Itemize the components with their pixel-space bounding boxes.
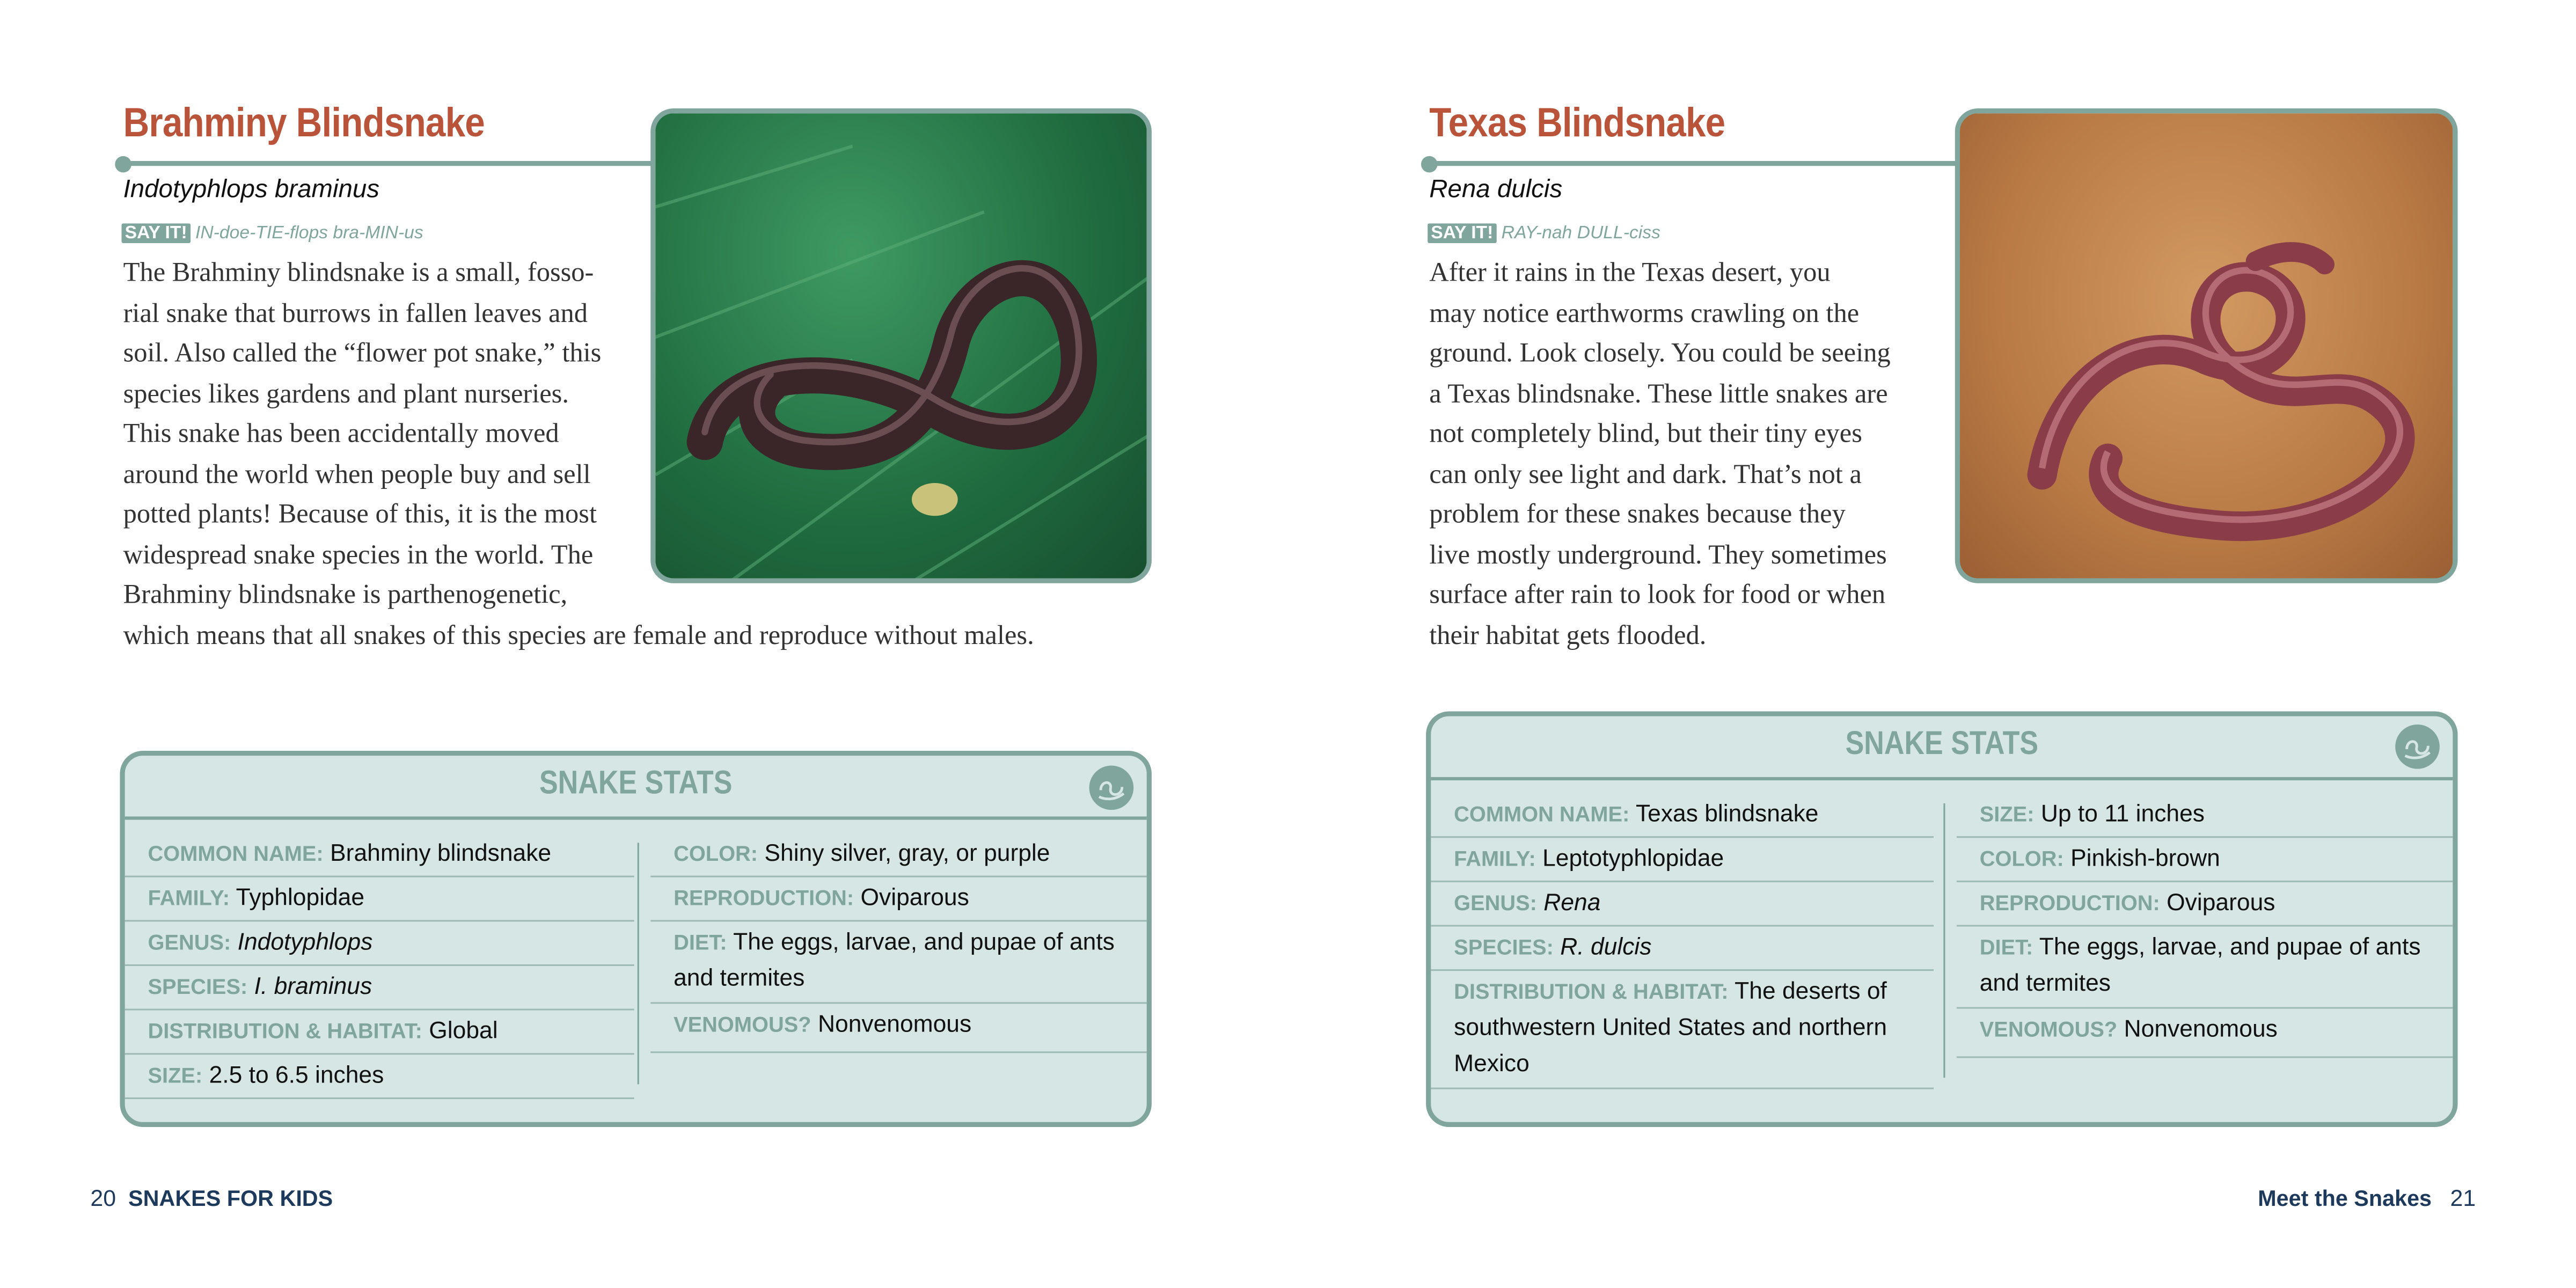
body-line: a Texas blindsnake. These little snakes are xyxy=(1429,377,1888,408)
stat-row xyxy=(650,921,1146,1004)
body-line: soil. Also called the “flower pot snake,” this xyxy=(123,336,602,368)
stat-row xyxy=(125,877,634,922)
stat-row xyxy=(1957,794,2453,838)
stat-label: REPRODUCTION: xyxy=(674,885,854,910)
stat-value: I. braminus xyxy=(254,974,372,1001)
stat-label: GENUS: xyxy=(148,930,231,955)
stat-row xyxy=(1957,927,2453,1009)
say-it-badge: SAY IT! xyxy=(122,223,191,243)
right-snake-stats-box xyxy=(1426,711,2457,1126)
leaf-snake-illustration xyxy=(655,113,1151,583)
stat-value: Typhlopidae xyxy=(236,885,365,912)
stat-value: Global xyxy=(429,1018,498,1045)
stat-label: GENUS: xyxy=(1454,890,1537,916)
running-head: Meet the Snakes xyxy=(2258,1186,2432,1211)
stat-label: DISTRIBUTION & HABITAT: xyxy=(148,1018,422,1043)
stat-label: SPECIES: xyxy=(1454,934,1554,960)
body-line: This snake has been accidentally moved xyxy=(123,417,559,449)
stat-value: Up to 11 inches xyxy=(2040,801,2205,828)
stat-label: COLOR: xyxy=(1979,846,2064,871)
stat-value: Oviparous xyxy=(2167,890,2275,917)
left-snake-stats-box xyxy=(120,751,1151,1127)
stats-right-column xyxy=(650,833,1146,1053)
stat-label: DIET: xyxy=(674,930,727,955)
stat-row xyxy=(1957,838,2453,882)
body-line: widespread snake species in the world. The xyxy=(123,538,594,569)
stats-right-column xyxy=(1957,794,2453,1058)
stats-left-column xyxy=(125,833,634,1099)
stats-column-divider xyxy=(1943,803,1945,1078)
pronunciation: IN-doe-TIE-flops bra-MIN-us xyxy=(195,223,423,244)
stat-value: Pinkish-brown xyxy=(2070,846,2220,873)
body-line: Brahminy blindsnake is parthenogenetic, xyxy=(123,578,568,610)
stat-row xyxy=(1431,882,1934,927)
right-body-text xyxy=(1429,253,1891,655)
stat-label: SIZE: xyxy=(1979,801,2035,826)
left-title-rule xyxy=(123,161,653,166)
stat-label: FAMILY: xyxy=(148,885,230,910)
stat-value: The eggs, larvae, and pupae of ants and termites xyxy=(674,930,1115,992)
stat-row xyxy=(650,877,1146,922)
stat-row xyxy=(1957,882,2453,927)
stats-title: SNAKE STATS xyxy=(1845,726,2039,763)
snake-icon xyxy=(2395,724,2440,769)
body-line: may notice earthworms crawling on the xyxy=(1429,296,1860,328)
stat-value: Rena xyxy=(1543,890,1601,917)
body-line: potted plants! Because of this, it is the most xyxy=(123,497,597,529)
stats-header-divider xyxy=(125,816,1147,819)
body-line: around the world when people buy and sell xyxy=(123,457,591,489)
left-scientific-name: Indotyphlops braminus xyxy=(123,175,380,204)
stat-label: SPECIES: xyxy=(148,974,248,999)
stat-label: COMMON NAME: xyxy=(148,841,324,866)
stat-value: Nonvenomous xyxy=(817,1012,972,1038)
stat-row xyxy=(650,833,1146,877)
stat-row xyxy=(1431,794,1934,838)
left-footer xyxy=(90,1184,333,1211)
body-line: their habitat gets flooded. xyxy=(1429,618,1707,650)
stat-value: Indotyphlops xyxy=(237,930,373,956)
stat-row xyxy=(125,1055,634,1099)
stat-row xyxy=(125,833,634,877)
stat-row xyxy=(125,966,634,1011)
stat-value: Brahminy blindsnake xyxy=(330,841,552,868)
pronunciation: RAY-nah DULL-ciss xyxy=(1501,223,1660,244)
body-line: not completely blind, but their tiny eyes xyxy=(1429,417,1862,449)
stat-row xyxy=(1957,1009,2453,1058)
body-line: ground. Look closely. You could be seeing xyxy=(1429,336,1891,368)
stat-row xyxy=(1431,838,1934,882)
page-number: 21 xyxy=(2450,1184,2476,1211)
body-line: After it rains in the Texas desert, you xyxy=(1429,256,1831,288)
body-line: problem for these snakes because they xyxy=(1429,497,1846,529)
stat-value: R. dulcis xyxy=(1560,934,1652,961)
left-say-it xyxy=(122,223,423,243)
right-title-rule xyxy=(1429,161,1958,166)
brahminy-blindsnake-photo xyxy=(650,108,1152,583)
page-number: 20 xyxy=(90,1184,116,1211)
body-line: species likes gardens and plant nurseries. xyxy=(123,377,569,408)
stat-value: Leptotyphlopidae xyxy=(1542,846,1724,873)
stat-value: Shiny silver, gray, or purple xyxy=(764,841,1050,868)
body-line: live mostly underground. They sometimes xyxy=(1429,538,1887,569)
stat-row xyxy=(125,1011,634,1055)
body-line: surface after rain to look for food or when xyxy=(1429,578,1886,610)
stat-row xyxy=(1431,927,1934,971)
texas-blindsnake-photo xyxy=(1955,108,2458,583)
running-head: SNAKES FOR KIDS xyxy=(128,1186,333,1211)
right-scientific-name: Rena dulcis xyxy=(1429,175,1563,204)
body-line: which means that all snakes of this species are female and reproduce without males. xyxy=(123,618,1034,650)
sand-snake-illustration xyxy=(1960,113,2458,583)
stat-label: COMMON NAME: xyxy=(1454,801,1630,826)
stat-label: REPRODUCTION: xyxy=(1979,890,2160,916)
stats-column-divider xyxy=(638,843,639,1084)
right-footer xyxy=(2258,1184,2476,1211)
stat-label: DISTRIBUTION & HABITAT: xyxy=(1454,979,1729,1004)
stats-title: SNAKE STATS xyxy=(539,765,733,802)
snake-icon xyxy=(1089,766,1134,810)
stat-value: The eggs, larvae, and pupae of ants and termites xyxy=(1979,934,2421,998)
stat-label: FAMILY: xyxy=(1454,846,1536,871)
stat-label: SIZE: xyxy=(148,1063,203,1088)
body-line: can only see light and dark. That’s not a xyxy=(1429,457,1862,489)
stat-value: Texas blindsnake xyxy=(1635,801,1819,828)
right-page-title: Texas Blindsnake xyxy=(1429,100,1725,147)
stat-value: Nonvenomous xyxy=(2124,1016,2278,1043)
stats-header-divider xyxy=(1431,777,2453,780)
stat-value: Oviparous xyxy=(860,885,969,912)
stat-row xyxy=(1431,971,1934,1089)
body-line: The Brahminy blindsnake is a small, fosso- xyxy=(123,256,594,288)
left-page-title: Brahminy Blindsnake xyxy=(123,100,485,147)
stat-row xyxy=(125,921,634,966)
say-it-badge: SAY IT! xyxy=(1428,223,1496,243)
stat-label: VENOMOUS? xyxy=(1979,1016,2118,1042)
stat-label: DIET: xyxy=(1979,934,2033,960)
stats-left-column xyxy=(1431,794,1934,1089)
stat-value: 2.5 to 6.5 inches xyxy=(209,1063,384,1089)
stat-label: VENOMOUS? xyxy=(674,1012,811,1037)
body-line: rial snake that burrows in fallen leaves and xyxy=(123,296,588,328)
right-say-it xyxy=(1428,223,1660,243)
stat-row xyxy=(650,1004,1146,1053)
stat-label: COLOR: xyxy=(674,841,758,866)
stat-value: The deserts of southwestern United States and northern Mexico xyxy=(1454,979,1887,1078)
